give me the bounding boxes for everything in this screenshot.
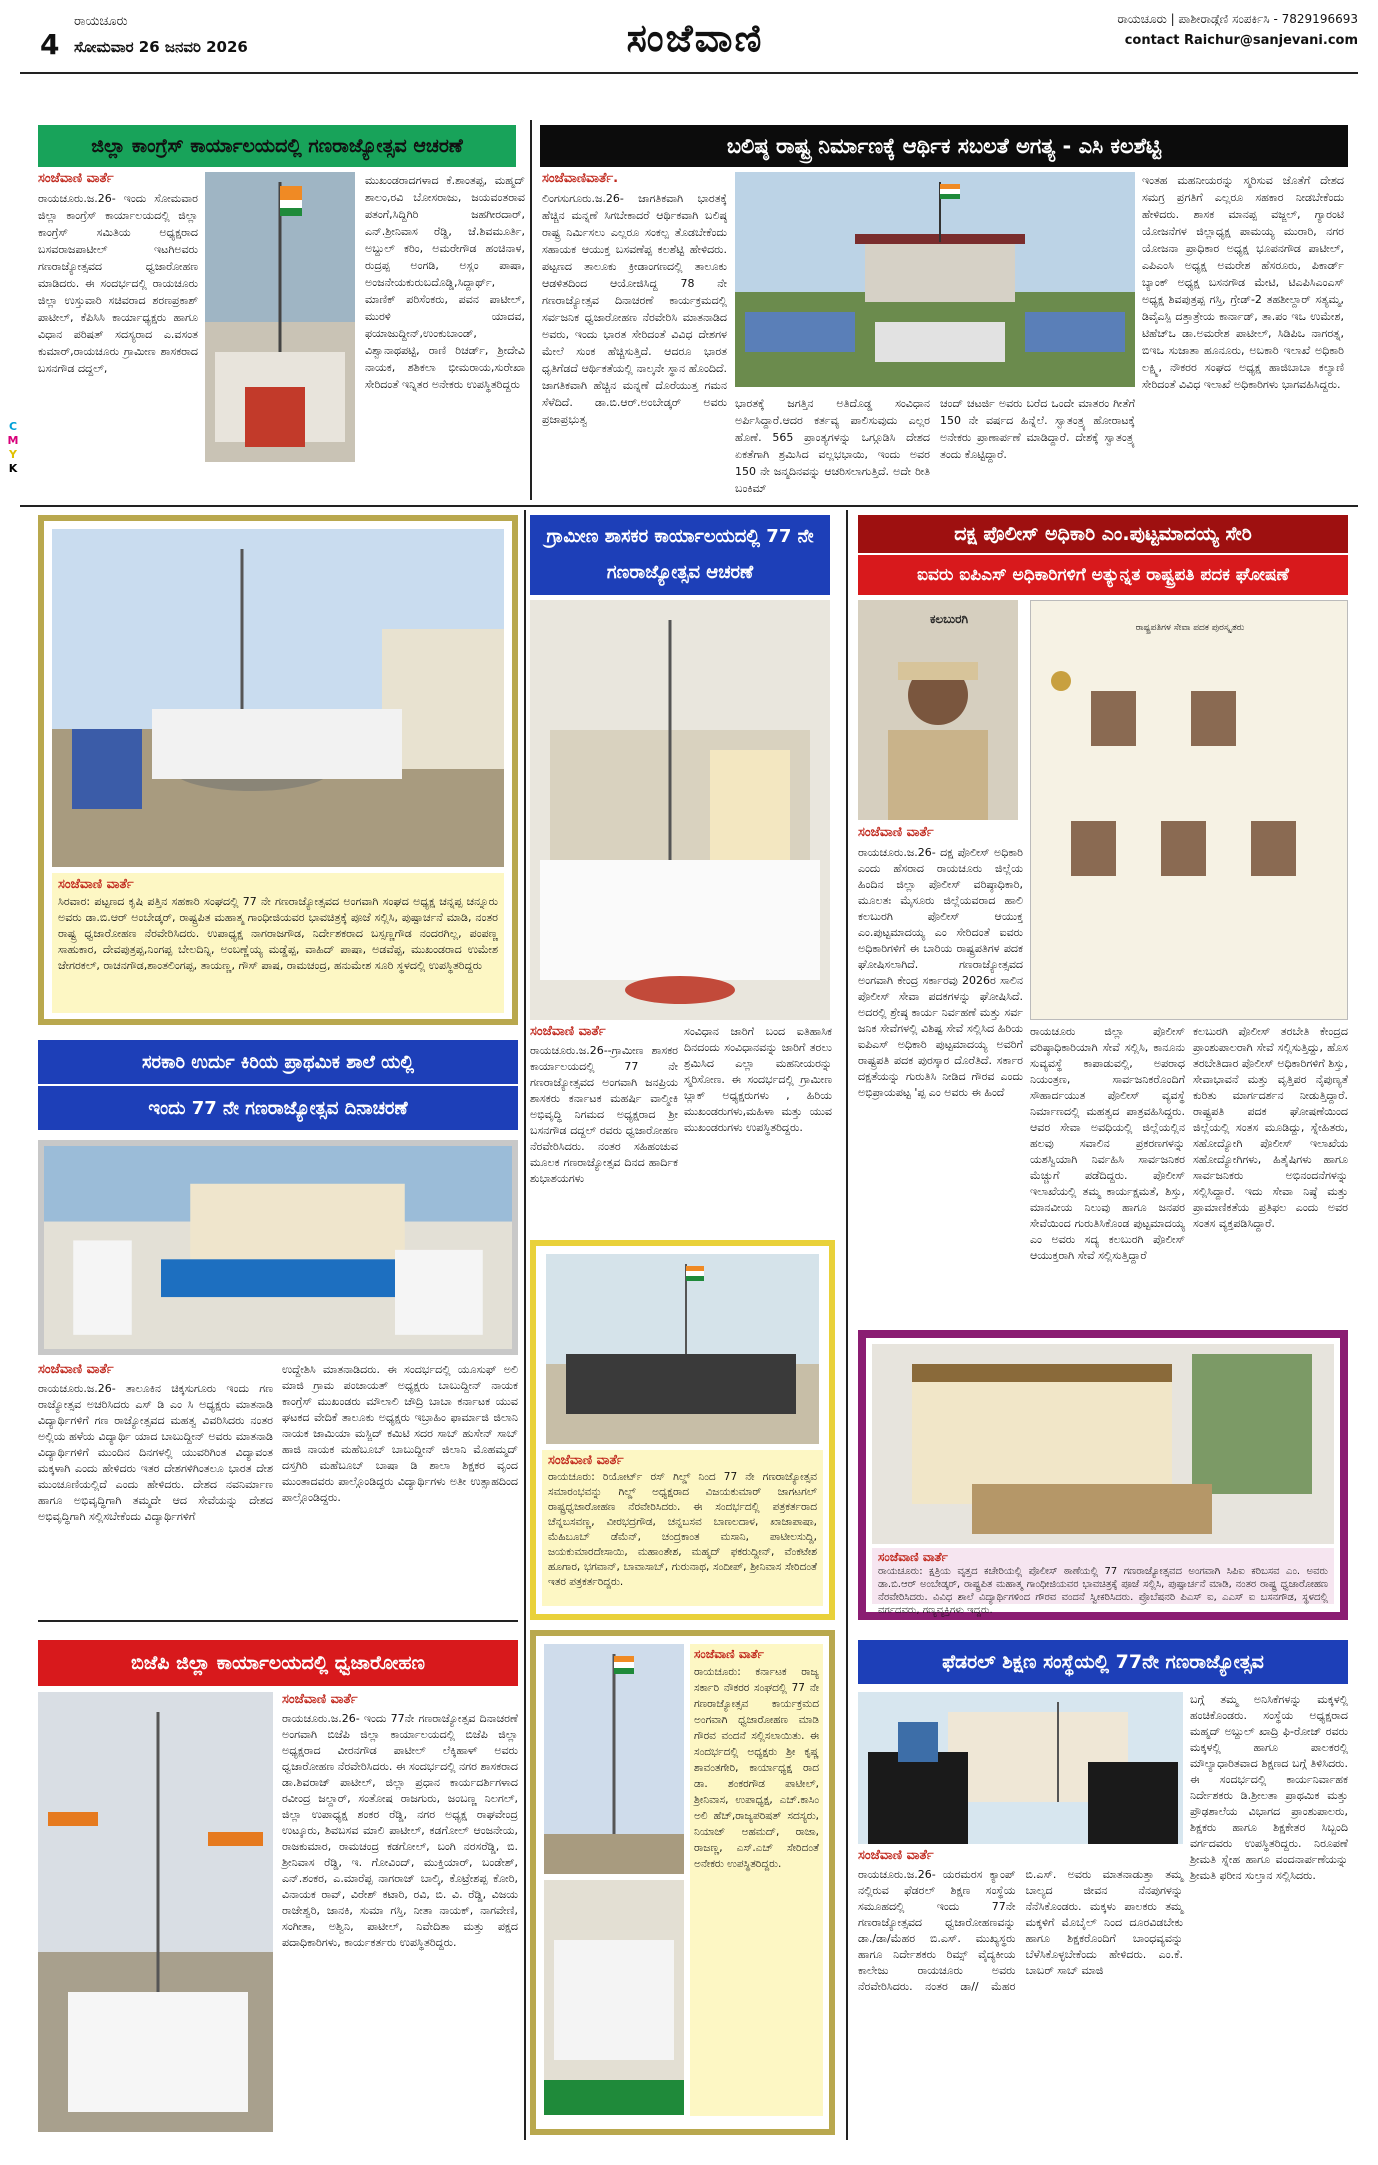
a5-body-col2: ರಾಯಚೂರು ಜಿಲ್ಲಾ ಪೊಲೀಸ್ ವರಿಷ್ಠಾಧಿಕಾರಿಯಾಗಿ ಸೇವೆ ಸಲ್ಲಿಸಿ, ಕಾನೂನು ಸುವ್ಯವಸ್ಥೆ ಕಾಪಾಡುವಲ್ಲಿ, ಅಪರಾಧ ನಿಯಂತ್ರಣ, ಸಾರ್ವಜನಿಕರೊಂದಿಗೆ ಸೌಹಾರ್ದಯುತ ಪೊಲೀಸ್ ವ್ಯವಸ್ಥೆ ನಿರ್ಮಾಣದಲ್ಲಿ ಮಹತ್ವದ ಪಾತ್ರವಹಿಸಿದ್ದರು. ಆವರ ಸೇವಾ ಅವಧಿಯಲ್ಲಿ ಜಿಲ್ಲೆಯಲ್ಲಿನ ಹಲವು ಸವಾಲಿನ ಪ್ರಕರಣಗಳನ್ನು ಯಶಸ್ವಿಯಾಗಿ ನಿರ್ವಹಿಸಿ ಸಾರ್ವಜನಿಕರ ಮೆಚ್ಚುಗೆ ಪಡೆದಿದ್ದರು. ಪೊಲೀಸ್ ಇಲಾಖೆಯಲ್ಲಿ ತಮ್ಮ ಕಾರ್ಯಕ್ಷಮತೆ, ಶಿಸ್ತು, ಮಾನವೀಯ ನಿಲುವು ಹಾಗೂ ಜನಪರ ಸೇವೆಯಿಂದ ಗುರುತಿಸಿಕೊಂಡ ಪುಟ್ಟಮಾದಯ್ಯ ಎಂ ಅವರು ಸದ್ಯ ಕಲಬುರಗಿ ಪೊಲೀಸ್ ಆಯುಕ್ತರಾಗಿ ಸೇವೆ ಸಲ್ಲಿಸುತ್ತಿದ್ದಾರೆ	[1030, 1025, 1185, 1262]
page-number: 4	[40, 28, 60, 61]
a4-photo	[530, 600, 830, 1020]
section-rule-1	[20, 505, 1358, 507]
a2-body-col4: ಇಂತಹ ಮಹನೀಯರನ್ನು ಸ್ಮರಿಸುವ ಜೊತೆಗೆ ದೇಶದ ಸಮಗ್ರ ಪ್ರಗತಿಗೆ ಎಲ್ಲರೂ ಸಹಕಾರ ನೀಡಬೇಕೆಂದು ಹೇಳಿದರು. ಶಾಸಕ ಮಾನಪ್ಪ ವಜ್ಜಲ್, ಗ್ಯಾರಂಟಿ ಯೋಜನೆಗಳ ಜಿಲ್ಲಾಧ್ಯಕ್ಷ ಪಾಮಯ್ಯ ಮುರಾರಿ, ನಗರ ಯೋಜನಾ ಪ್ರಾಧಿಕಾರ ಅಧ್ಯಕ್ಷ ಭೂಪನಗೌಡ ಪಾಟೀಲ್, ಎಪಿಎಂಸಿ ಅಧ್ಯಕ್ಷ ಅಮರೇಶ ಹೆಸರೂರು, ಪಿಕಾರ್ಡ್ ಬ್ಯಾಂಕ್ ಅಧ್ಯಕ್ಷ ಬಸನಗೌಡ ಮೇಟಿ, ಟಿಎಪಿಸಿಎಂಎಸ್ ಅಧ್ಯಕ್ಷ ಶಿವಪುತ್ರಪ್ಪ ಗಸ್ತಿ, ಗ್ರೇಡ್-2 ತಹಶೀಲ್ದಾರ್ ಸತ್ಯಮ್ಮ, ಡಿವೈಎಸ್ಪಿ ದತ್ತಾತ್ರೇಯ ಕಾರ್ನಾಡ್, ತಾ.ಪಂ ಇಒ ಉಮೇಶ, ಟಿಹೆಚ್ಒ ಡಾ.ಅಮರೇಶ ಪಾಟೀಲ್, ಸಿಡಿಪಿಒ ನಾಗರತ್ನ, ಬಿಇಒ ಸುಜಾತಾ ಹೂನೂರು, ಅಬಕಾರಿ ಇಲಾಖೆ ಅಧಿಕಾರಿ ಲಕ್ಷ್ಮಿ, ನೌಕರರ ಸಂಘದ ಅಧ್ಯಕ್ಷ ಹಾಜಿಬಾಬಾ ಕಲ್ಯಾಣಿ ಸೇರಿದಂತೆ ವಿವಿಧ ಇಲಾಖೆ ಅಧಿಕಾರಿಗಳು ಭಾಗವಹಿಸಿದ್ದರು.	[1142, 174, 1344, 391]
cmyk-m: M	[7, 434, 19, 447]
a1-body-left: ರಾಯಚೂರು.ಜ.26- ಇಂದು ಸೋಮವಾರ ಜಿಲ್ಲಾ ಕಾಂಗ್ರೆಸ್ ಕಾರ್ಯಾಲಯದಲ್ಲಿ ಜಿಲ್ಲಾ ಕಾಂಗ್ರೆಸ್ ಸಮಿತಿಯ ಅಧ್ಯಕ್ಷರಾದ ಬಸವರಾಜಪಾಟೀಲ್ ಇಟಗಿಅವರು ಗಣರಾಜ್ಯೋತ್ಸವದ ಧ್ವಜಾರೋಹಣ ಮಾಡಿದರು. ಈ ಸಂದರ್ಭದಲ್ಲಿ ರಾಯಚೂರು ಜಿಲ್ಲಾ ಉಸ್ತುವಾರಿ ಸಚಿವರಾದ ಶರಣಪ್ರಕಾಶ್ ಪಾಟೀಲ್, ಕೆಪಿಸಿಸಿ ಕಾರ್ಯಾಧ್ಯಕ್ಷರು ಹಾಗೂ ವಿಧಾನ ಪರಿಷತ್ ಸದಸ್ಯರಾದ ಎ.ವಸಂತ ಕುಮಾರ್,ರಾಯಚೂರು ಗ್ರಾಮೀಣ ಶಾಸಕರಾದ ಬಸನಗೌಡ ದದ್ದಲ್,	[38, 192, 198, 375]
a4-headline: ಗ್ರಾಮೀಣ ಶಾಸಕರ ಕಾರ್ಯಾಲಯದಲ್ಲಿ 77 ನೇ ಗಣರಾಜ್ಯೋತ್ಸವ ಆಚರಣೆ	[530, 515, 830, 595]
a10-photo-top	[544, 1644, 684, 1874]
a5-headline-1: ದಕ್ಷ ಪೊಲೀಸ್ ಅಧಿಕಾರಿ ಎಂ.ಪುಟ್ಟಮಾದಯ್ಯ ಸೇರಿ	[858, 515, 1348, 553]
a10-photo-bottom	[544, 1880, 684, 2115]
a2-photo	[735, 172, 1135, 387]
a5-headline-2: ಐವರು ಐಪಿಎಸ್ ಅಧಿಕಾರಿಗಳಿಗೆ ಅತ್ಯುನ್ನತ ರಾಷ್ಟ್ರಪತಿ ಪದಕ ಘೋಷಣೆ	[858, 555, 1348, 595]
a6-byline: ಸಂಜೆವಾಣಿ ವಾರ್ತೆ	[38, 1362, 114, 1377]
a9-headline: ಬಿಜೆಪಿ ಜಿಲ್ಲಾ ಕಾರ್ಯಾಲಯದಲ್ಲಿ ಧ್ವಜಾರೋಹಣ	[38, 1640, 518, 1686]
a10-textbox	[690, 1644, 823, 2116]
a5-photo-caption: ಕಲಬುರಗಿ	[930, 612, 969, 626]
a2-headline: ಬಲಿಷ್ಠ ರಾಷ್ಟ್ರ ನಿರ್ಮಾಣಕ್ಕೆ ಆರ್ಥಿಕ ಸಬಲತೆ ಅಗತ್ಯ - ಎಸಿ ಕಲಶೆಟ್ಟಿ	[540, 125, 1348, 167]
a1-body-right: ಮುಖಂಡರಾದಗಳಾದ ಕೆ.ಶಾಂತಪ್ಪ, ಮಹ್ಮದ್ ಶಾಲಂ,ರವಿ ಬೋಸರಾಜು, ಜಯವಂತರಾವ ಪತಂಗೆ,ಸಿದ್ದಿಗಿರಿ ಜಹಗೀರದಾರ್, ಎನ್.ಶ್ರೀನಿವಾಸ ರೆಡ್ಡಿ, ಜೆ.ಶಿವಮೂರ್ತಿ, ಅಬ್ದುಲ್ ಕರಿಂ, ಅಮರೇಗೌಡ ಹಂಚಿನಾಳ, ರುದ್ರಪ್ಪ ಅಂಗಡಿ, ಅಸ್ಲಂ ಪಾಷಾ, ಅಂಜನೇಯಕುರುಬದೊಡ್ಡಿ,ಸಿದ್ದಾರ್ಥ್, ಮಾಣಿಕ್ ಪರಿಸೆಂಕರು, ಪವನ ಪಾಟೀಲ್, ಮುರಳಿ ಯಾದವ, ಫಯಾಜುದ್ದೀನ್,ಉಂಕುಬಾಂಡ್, ವಿಶ್ವಾನಾಥಪಟ್ಟಿ, ರಾಣಿ ರಿಚರ್ಡ್, ಶ್ರೀದೇವಿ ನಾಯಕ, ಶಶಿಕಲಾ ಭೀಮರಾಯ,ಸುರೇಖಾ ಸೇರಿದಂತೆ ಇನ್ನಿತರ ಅನೇಕರು ಉಪಸ್ಥಿತರಿದ್ದರು	[365, 174, 525, 391]
a11-byline: ಸಂಜೆವಾಣಿ ವಾರ್ತೆ	[858, 1848, 934, 1863]
a3-byline: ಸಂಜೆವಾಣಿ ವಾರ್ತೆ	[58, 877, 134, 892]
section-rule-2	[38, 1620, 518, 1622]
a6-body-right: ಉದ್ದೇಶಿಸಿ ಮಾತನಾಡಿದರು. ಈ ಸಂದರ್ಭದಲ್ಲಿ ಯೂಸುಫ್ ಅಲಿ ಮಾಜಿ ಗ್ರಾಮ ಪಂಚಾಯತ್ ಅಧ್ಯಕ್ಷರು ಬಾಬುದ್ದೀನ್ ನಾಯಕ ಕಾಂಗ್ರೆಸ್ ಮುಖಂಡರು ಮೌಲಾಲಿ ಚೌದ್ರಿ ಬಾಬಾ ಕರ್ನಾಟಕ ಯುವ ಘಟಕದ ವೇದಿಕೆ ತಾಲೂಕು ಅಧ್ಯಕ್ಷರು ಇಬ್ರಾಹಿಂ ಫಾರ್ಮಾಜಿ ಜಿಲಾನಿ ನಾಯಕ ಜಾಮಿಯಾ ಮಸ್ಜಿದ್ ಕಮಿಟಿ ಸದರ ಸಾಬ್ ಹುಸೇನ್ ಸಾಬ್ ಹಾಜಿ ನಾಯಕ ಮಹೆಬೂಬ್ ಬಾಬುದ್ದೀನ್ ಜಿಲಾನಿ ಮೊಹಮ್ಮದ್ ದಸ್ತಗಿರಿ ಮಹೆಬೂಬ್ ಬಾಷಾ ಡಿ ಶಾಲಾ ಶಿಕ್ಷಕರ ವೃಂದ ಮುಂತಾದವರು ಪಾಲ್ಗೊಂಡಿದ್ದರು ವಿದ್ಯಾರ್ಥಿಗಳು ಅತೀ ಉತ್ಸಾಹದಿಂದ ಪಾಲ್ಗೊಂಡಿದ್ದರು.	[282, 1363, 518, 1504]
a3-frame	[38, 515, 518, 1025]
a7-photo	[546, 1254, 819, 1444]
contact-email: contact Raichur@sanjevani.com	[1124, 33, 1358, 48]
cmyk-c: C	[8, 420, 18, 433]
a3-body: ಸಿರವಾರ: ಪಟ್ಟಣದ ಕೃಷಿ ಪತ್ತಿನ ಸಹಕಾರಿ ಸಂಘದಲ್ಲಿ 77 ನೇ ಗಣರಾಜ್ಯೋತ್ಸವದ ಅಂಗವಾಗಿ ಸಂಘದ ಅಧ್ಯಕ್ಷ ಚನ್ನಪ್ಪ ಚನ್ನೂರು ಅವರು ಡಾ.ಬಿ.ಆರ್ ಅಂಬೇಡ್ಕರ್, ರಾಷ್ಟ್ರಪಿತ ಮಹಾತ್ಮ ಗಾಂಧೀಜಿಯವರ ಭಾವಚಿತ್ರಕ್ಕೆ ಪೂಜೆ ಸಲ್ಲಿಸಿ, ಪುಷ್ಪಾರ್ಚನೆ ಮಾಡಿ, ನಂತರ ರಾಷ್ಟ್ರ ಧ್ವಜಾರೋಹಣ ನೆರವೇರಿಸಿದರು. ಉಪಾಧ್ಯಕ್ಷ ನಾಗರಾಜಗೌಡ, ನಿರ್ದೇಶಕರಾದ ಬಸ್ಸಣ್ಣಗೌಡ ನಂದರಗಿಲ್ಲ, ಪಂಪಣ್ಣ ಸಾಹುಕಾರ, ದೇವಪುತ್ರಪ್ಪ,ನಿಂಗಪ್ಪ ಬೇಲದಿನ್ನಿ, ಅಂಬಣ್ಣೆಯ್ಯ ಮಡ್ಡೆಪ್ಪ, ವಾಹಿದ್ ಪಾಷಾ, ಅಡವೆಪ್ಪ, ಮುಖಂಡರಾದ ಉಮೇಶ ಜೇಗರಕಲ್, ರಾಚನಗೌಡ,ಶಾಂತಲಿಂಗಪ್ಪ, ತಾಯಣ್ಣ, ಗೌಸ್ ಪಾಷ, ರಾಮಚಂದ್ರ, ಹನುಮೇಶ ಸೂರಿ ಸ್ಥಳದಲ್ಲಿ ಉಪಸ್ಥಿತರಿದ್ದರು	[58, 895, 498, 972]
masthead-title: ಸಂಜೆವಾಣಿ	[626, 15, 764, 60]
header-city: ರಾಯಚೂರು	[74, 14, 128, 29]
a6-headline-2: ಇಂದು 77 ನೇ ಗಣರಾಜ್ಯೋತ್ಸವ ದಿನಾಚರಣೆ	[38, 1086, 518, 1130]
a5-medal-board	[1030, 600, 1348, 1020]
a5-officer-photo	[858, 600, 1018, 820]
a5-body-col1: ರಾಯಚೂರು.ಜ.26- ದಕ್ಷ ಪೊಲೀಸ್ ಅಧಿಕಾರಿ ಎಂದು ಹೆಸರಾದ ರಾಯಚೂರು ಜಿಲ್ಲೆಯ ಹಿಂದಿನ ಜಿಲ್ಲಾ ಪೊಲೀಸ್ ವರಿಷ್ಠಾಧಿಕಾರಿ, ಮೂಲತಃ ಮೈಸೂರು ಜಿಲ್ಲೆಯವರಾದ ಹಾಲಿ ಕಲಬುರಗಿ ಪೊಲೀಸ್ ಆಯುಕ್ತ ಎಂ.ಪುಟ್ಟಮಾದಯ್ಯ ಎಂ ಸೇರಿದಂತೆ ಐವರು ಅಧಿಕಾರಿಗಳಿಗೆ ಈ ಬಾರಿಯ ರಾಷ್ಟ್ರಪತಿಗಳ ಪದಕ ಘೋಷಿಸಲಾಗಿದೆ. ಗಣರಾಜ್ಯೋತ್ಸವದ ಅಂಗವಾಗಿ ಕೇಂದ್ರ ಸರ್ಕಾರವು 2026ರ ಸಾಲಿನ ಪೊಲೀಸ್ ಸೇವಾ ಪದಕಗಳನ್ನು ಘೋಷಿಸಿದೆ. ಅದರಲ್ಲಿ ಶ್ರೇಷ್ಠ ಕಾರ್ಯ ನಿರ್ವಹಣೆ ಮತ್ತು ಸರ್ವ ಜನಿಕ ಸೇವೆಗಳಲ್ಲಿ ವಿಶಿಷ್ಟ ಸೇವೆ ಸಲ್ಲಿಸಿದ ಹಿರಿಯ ಐಪಿಎಸ್ ಅಧಿಕಾರಿ ಪುಟ್ಟಮಾದಯ್ಯ ಅವರಿಗೆ ರಾಷ್ಟ್ರಪತಿ ಪದಕ ಪುರಸ್ಕಾರ ದೊರೆತಿದೆ. ಸರ್ಕಾರ ದಕ್ಷತೆಯನ್ನು ಗುರುತಿಸಿ ನೀಡಿದ ಗೌರವ ಎಂದು ಅಭಿಪ್ರಾಯಪಟ್ಟ 'ಪ್ಪ ಎಂ ಅವರು ಈ ಹಿಂದೆ	[858, 846, 1023, 1099]
a8-byline: ಸಂಜೆವಾಣಿ ವಾರ್ತೆ	[878, 1550, 948, 1564]
masthead	[560, 8, 830, 68]
cmyk-marks	[6, 420, 20, 476]
a10-body: ರಾಯಚೂರು: ಕರ್ನಾಟಕ ರಾಜ್ಯ ಸರ್ಕಾರಿ ನೌಕರರ ಸಂಘದಲ್ಲಿ 77 ನೇ ಗಣರಾಜ್ಯೋತ್ಸವ ಕಾರ್ಯಕ್ರಮದ ಅಂಗವಾಗಿ ಧ್ವಜಾರೋಹಣ ಮಾಡಿ ಗೌರವ ವಂದನೆ ಸಲ್ಲಿಸಲಾಯಿತು. ಈ ಸಂದರ್ಭದಲ್ಲಿ ಅಧ್ಯಕ್ಷರು ಶ್ರೀ ಕೃಷ್ಣ ಶಾವಂತಗೇರಿ, ಕಾರ್ಯಾಧ್ಯಕ್ಷ ರಾದ ಡಾ. ಶಂಕರಗೌಡ ಪಾಟೀಲ್, ಶ್ರೀನಿವಾಸ, ಉಪಾಧ್ಯಕ್ಷ, ಎಚ್.ಕಾಸಿಂ ಅಲಿ ಹೆಚ್,ರಾಜ್ಯಪರಿಷತ್ ಸದಸ್ಯರು, ನಿಯಾಜ್ ಅಹಮದ್, ರಾಜಾ, ರಾಜಣ್ಣ, ಎಸ್.ಎಚ್ ಸೇರಿದಂತೆ ಅನೇಕರು ಉಪಸ್ಥಿತರಿದ್ದರು.	[694, 1666, 819, 1870]
header-rule	[20, 72, 1358, 74]
a4-byline: ಸಂಜೆವಾಣಿ ವಾರ್ತೆ	[530, 1024, 606, 1039]
a7-textbox	[542, 1450, 823, 1606]
a8-frame	[858, 1330, 1348, 1620]
office-line: ರಾಯಚೂರು | ಪಾಶೀರಾಡ್ಗೆಣಿ ಸಂಪರ್ಕಿಸಿ - 7829196693	[1117, 12, 1358, 26]
a4-body-left: ರಾಯಚೂರು.ಜ.26--ಗ್ರಾಮೀಣ ಶಾಸಕರ ಕಾರ್ಯಾಲಯದಲ್ಲಿ 77 ನೇ ಗಣರಾಜ್ಯೋತ್ಸವದ ಅಂಗವಾಗಿ ಜನಪ್ರಿಯ ಶಾಸಕರು ಕರ್ನಾಟಕ ಮಹರ್ಷಿ ವಾಲ್ಮೀಕಿ ಅಭಿವೃದ್ಧಿ ನಿಗಮದ ಅಧ್ಯಕ್ಷರಾದ ಶ್ರೀ ಬಸನಗೌಡ ದದ್ದಲ್ ರವರು ಧ್ವಜಾರೋಹಣ ನೆರವೇರಿಸಿದರು. ನಂತರ ಸಹಿಹಂಚುವ ಮೂಲಕ ಗಣರಾಜ್ಯೋತ್ಸವ ದಿನದ ಹಾರ್ದಿಕ ಶುಭಾಶಯಗಳು	[530, 1044, 678, 1185]
a7-byline: ಸಂಜೆವಾಣಿ ವಾರ್ತೆ	[548, 1453, 624, 1468]
a8-photo	[872, 1344, 1334, 1544]
a9-byline: ಸಂಜೆವಾಣಿ ವಾರ್ತೆ	[282, 1692, 358, 1707]
a3-textbox	[52, 873, 504, 1013]
header-right	[998, 8, 1358, 68]
a4-body-right: ಸಂವಿಧಾನ ಜಾರಿಗೆ ಬಂದ ಐತಿಹಾಸಿಕ ದಿನದಂದು ಸಂವಿಧಾನವನ್ನು ಜಾರಿಗೆ ತರಲು ಶ್ರಮಿಸಿದ ಎಲ್ಲಾ ಮಹನೀಯರನ್ನು ಸ್ಮರಿಸೋಣ. ಈ ಸಂದರ್ಭದಲ್ಲಿ ಗ್ರಾಮೀಣ ಬ್ಲಾಕ್ ಅಧ್ಯಕ್ಷರುಗಳು , ಹಿರಿಯ ಮುಖಂಡರುಗಳು,ಮಹಿಳಾ ಮತ್ತು ಯುವ ಮುಖಂಡರುಗಳು ಉಪಸ್ಥಿತರಿದ್ದರು.	[684, 1025, 832, 1134]
a11-photo	[858, 1692, 1183, 1844]
col-rule-1	[530, 120, 532, 500]
a8-body: ರಾಯಚೂರು: ಕ್ಷತ್ರಿಯ ವೃತ್ತದ ಕಚೇರಿಯಲ್ಲಿ ಪೊಲೀಸ್ ಠಾಣೆಯಲ್ಲಿ 77 ಗಣರಾಜ್ಯೋತ್ಸವದ ಅಂಗವಾಗಿ ಸಿಪಿಐ ಕರಿಬಸವ ಎಂ. ಅವರು ಡಾ.ಬಿ.ಆರ್ ಅಂಬೇಡ್ಕರ್, ರಾಷ್ಟ್ರಪಿತ ಮಹಾತ್ಮ ಗಾಂಧೀಜಿಯವರ ಭಾವಚಿತ್ರಕ್ಕೆ ಪೂಜೆ ಸಲ್ಲಿಸಿ, ಪುಷ್ಪಾರ್ಚನೆ ಮಾಡಿ, ನಂತರ ರಾಷ್ಟ್ರ ಧ್ವಜಾರೋಹಣ ನೆರವೇರಿಸಿದರು. ವಿವಿಧ ಶಾಲೆ ವಿದ್ಯಾರ್ಥಿಗಳಿಂದ ಗೌರವ ವಂದನೆ ಸ್ವೀಕರಿಸಿದರು. ಪ್ರೊಬೆಷನರಿ ಪಿಎಸ್ ಐ, ಎಎಸ್ ಐ ಬಸನಗೌಡ, ಸ್ಥಳದಲ್ಲಿ ವರ್ಗದವರು, ಗಣ್ಯವ್ಯಕ್ತಿಗಳು ಇದ್ದರು.	[878, 1566, 1328, 1616]
a11-body-left: ರಾಯಚೂರು.ಜ.26- ಯರಮರಸ ಕ್ಯಾಂಪ್ ನಲ್ಲಿರುವ ಫೆಡರಲ್ ಶಿಕ್ಷಣ ಸಂಸ್ಥೆಯ ಸಮೂಹದಲ್ಲಿ ಇಂದು 77ನೇ ಗಣರಾಜ್ಯೋತ್ಸವದ ಧ್ವಜಾರೋಹಣವನ್ನು ಡಾ./ಡಾ/ಮೆಹರ ಬಿ.ಎಸ್. ಮುಖ್ಯಸ್ಥರು ಹಾಗೂ ನಿರ್ದೇಶಕರು ರಿಮ್ಸ್ ವೈದ್ಯಕೀಯ ಕಾಲೇಜು ರಾಯಚೂರು ಅವರು ನೆರವೇರಿಸಿದರು. ನಂತರ ಡಾ// ಮೆಹರ ಬಿ.ಎಸ್. ಅವರು ಮಾತನಾಡುತ್ತಾ ತಮ್ಮ ಬಾಲ್ಯದ ಜೀವನ ನೆನಪುಗಳನ್ನು ನೆನೆಸಿಕೊಂಡರು. ಮಕ್ಕಳು ಪಾಲಕರು ತಮ್ಮ ಮಕ್ಕಳಿಗೆ ಮೊಬೈಲ್ ನಿಂದ ದೂರವಿಡಬೇಕು ಹಾಗೂ ಶಿಕ್ಷಕರೊಂದಿಗೆ ಬಾಂಧವ್ಯವನ್ನು ಬೆಳೆಸಿಕೊಳ್ಳಬೇಕೆಂದು ಹೇಳಿದರು. ಎಂ.ಕೆ. ಬಾಬರ್ ಸಾಬ್ ಮಾಜಿ	[858, 1868, 1183, 1993]
a9-photo	[38, 1692, 273, 2132]
a2-body-col3: ಚಂದ್ ಚಟರ್ಜಿ ಅವರು ಬರೆದ ಒಂದೇ ಮಾತರಂ ಗೀತೆಗೆ 150 ನೇ ವರ್ಷದ ಹಿನ್ನೆಲೆ. ಸ್ವಾತಂತ್ರ್ಯ ಹೋರಾಟಕ್ಕೆ ಅನೇಕರು ಪ್ರಾಣಾರ್ಪಣೆ ಮಾಡಿದ್ದಾರೆ. ದೇಶಕ್ಕೆ ಸ್ವಾತಂತ್ರ್ಯ ತಂದು ಕೊಟ್ಟಿದ್ದಾರೆ.	[940, 397, 1135, 461]
a9-body: ರಾಯಚೂರು.ಜ.26- ಇಂದು 77ನೇ ಗಣರಾಜ್ಯೋತ್ಸವ ದಿನಾಚರಣೆ ಅಂಗವಾಗಿ ಬಿಜೆಪಿ ಜಿಲ್ಲಾ ಕಾರ್ಯಾಲಯದಲ್ಲಿ ಬಿಜೆಪಿ ಜಿಲ್ಲಾ ಅಧ್ಯಕ್ಷರಾದ ವೀರನಗೌಡ ಪಾಟೀಲ್ ಲೆಕ್ಕಿಹಾಳ್ ಅವರು ಧ್ವಜಾರೋಹಣ ನೆರವೇರಿಸಿದರು. ಈ ಸಂದರ್ಭದಲ್ಲಿ ನಗರ ಶಾಸಕರಾದ ಡಾ.ಶಿವರಾಜ್ ಪಾಟೀಲ್, ಜಿಲ್ಲಾ ಪ್ರಧಾನ ಕಾರ್ಯದರ್ಶಿಗಳಾದ ರವೀಂದ್ರ ಜಲ್ದಾರ್, ಸಂತೋಷ ರಾಜಗುರು, ಜಂಬಣ್ಣ ನಿಲಗಲ್, ಜಿಲ್ಲಾ ಉಪಾಧ್ಯಕ್ಷ ಶಂಕರ ರೆಡ್ಡಿ, ನಗರ ಅಧ್ಯಕ್ಷ ರಾಘವೇಂದ್ರ ಉಟ್ಕೂರು, ಶಿವಬಸವ ಮಾಲಿ ಪಾಟೀಲ್, ಕಡಗೋಲ್ ಆಂಜನೇಯ, ರಾಜಕುಮಾರ, ರಾಮಚಂದ್ರ ಕಡಗೋಲ್, ಬಂಗಿ ನರಸರೆಡ್ಡಿ, ಬಿ. ಶ್ರೀನಿವಾಸ ರೆಡ್ಡಿ, ಇ. ಗೋವಿಂದ್, ಮುಕ್ತಿಯಾರ್, ಬಂಡೇಶ್, ಎನ್.ಶಂಕರ, ಎ.ಮಾರೆಪ್ಪ ನಾಗರಾಜ್ ಬಾಲ್ಕಿ, ಕೊಟ್ರೇಶಪ್ಪ ಕೋರಿ, ವಿನಾಯಕ ರಾವ್, ವಿರೇಶ್ ಕಟಾರಿ, ರವಿ, ಬಿ. ವಿ. ರೆಡ್ಡಿ, ವಿಜಯ ರಾಜೇಶ್ವರಿ, ಜಾನಕಿ, ಸುಮಾ ಗಸ್ತಿ, ನೀತಾ ನಾಯಕ್, ನಾಗವೇಣಿ, ಸಂಗೀತಾ, ಅಶ್ವಿನಿ, ಪಾಟೀಲ್, ನಿವೇದಿತಾ ಮತ್ತು ಪಕ್ಷದ ಪದಾಧಿಕಾರಿಗಳು, ಕಾರ್ಯಕರ್ತರು ಉಪಸ್ಥಿತರಿದ್ದರು.	[282, 1712, 518, 1949]
a7-frame	[530, 1240, 835, 1620]
a1-photo	[205, 172, 355, 462]
cmyk-y: Y	[9, 448, 17, 461]
a1-byline: ಸಂಜೆವಾಣಿ ವಾರ್ತೆ	[38, 171, 114, 186]
a1-headline: ಜಿಲ್ಲಾ ಕಾಂಗ್ರೆಸ್ ಕಾರ್ಯಾಲಯದಲ್ಲಿ ಗಣರಾಜ್ಯೋತ್ಸವ ಆಚರಣೆ	[38, 125, 516, 167]
cmyk-k: K	[8, 462, 18, 475]
a5-board-portraits	[1031, 641, 1349, 1001]
a6-body-left: ರಾಯಚೂರು.ಜ.26- ತಾಲೂಕಿನ ಚಿಕ್ಕಸುಗೂರು ಇಂದು ಗಣ ರಾಜ್ಯೋತ್ಸವ ಅಚರಿಸಿದರು ಎಸ್ ಡಿ ಎಂ ಸಿ ಅಧ್ಯಕ್ಷರು ಮಾತನಾಡಿ ವಿದ್ಯಾರ್ಥಿಗಳಿಗೆ ಗಣ ರಾಜ್ಯೋತ್ಸವದ ಮಹತ್ವ ವಿವರಿಸಿದರು ನಂತರ ಅಲ್ಲಿಯ ಹಳೆಯ ವಿದ್ಯಾರ್ಥಿ ಯಾದ ಬಾಬುದ್ದೀನ್ ಅವರು ಮಾತನಾಡಿ ವಿದ್ಯಾರ್ಥಿಗಳಿಗೆ ಮುಂದಿನ ದಿನಗಳಲ್ಲಿ ಯುವರಿಗಿಂತ ವಿದ್ಯಾವಂತ ಮಕ್ಕಳಾಗಿ ಎಂದು ಹೇಳಿದರು ಇತರ ದೇಶಗಳಿಗಿಂತಲೂ ಭಾರತ ದೇಶ ಮುಂಚೂಣಿಯಲ್ಲಿದೆ ಎಂದು ಹೇಳಿದರು. ದೇಶದ ನವನಿರ್ಮಾಣ ಹಾಗೂ ಅಭಿವೃದ್ಧಿಗಾಗಿ ತಮ್ಮದೇ ಆದ ಸೇವೆಯನ್ನು ದೇಶದ ಅಭಿವೃದ್ಧಿಗಾಗಿ ಸಲ್ಲಿಸಬೇಕೆಂದು ವಿದ್ಯಾರ್ಥಿಗಳಿಗೆ	[38, 1382, 273, 1523]
col-rule-2	[524, 510, 526, 2140]
a11-headline: ಫೆಡರಲ್ ಶಿಕ್ಷಣ ಸಂಸ್ಥೆಯಲ್ಲಿ 77ನೇ ಗಣರಾಜ್ಯೋತ್ಸವ	[858, 1640, 1348, 1684]
a11-body-right: ಬಗ್ಗೆ ತಮ್ಮ ಅನಿಸಿಕೆಗಳನ್ನು ಮಕ್ಕಳಲ್ಲಿ ಹಂಚಿಕೊಂಡರು. ಸಂಸ್ಥೆಯ ಅಧ್ಯಕ್ಷರಾದ ಮಹ್ಮದ್ ಅಬ್ದುಲ್ ಖಾದ್ರಿ ಫಿ-ರೋಜ್ ರವರು ಮಕ್ಕಳಲ್ಲಿ ಹಾಗೂ ಪಾಲಕರಲ್ಲಿ ಮೌಲ್ಯಾಧಾರಿತವಾದ ಶಿಕ್ಷಣದ ಬಗ್ಗೆ ತಿಳಿಸಿದರು. ಈ ಸಂದರ್ಭದಲ್ಲಿ ಕಾರ್ಯನಿರ್ವಾಹಕ ನಿರ್ದೇಶಕರು ಡಿ.ಶ್ರೀಲತಾ ಪ್ರಾಥಮಿಕ ಮತ್ತು ಪ್ರೌಢಶಾಲೆಯ ವಿಭಾಗದ ಪ್ರಾಂಶುಪಾಲರು, ಶಿಕ್ಷಕರು ಹಾಗೂ ಶಿಕ್ಷಕೇತರ ಸಿಬ್ಬಂದಿ ವರ್ಗದವರು ಉಪಸ್ಥಿತರಿದ್ದರು. ನಿರೂಪಣೆ ಶ್ರೀಮತಿ ಸ್ನೇಹ ಹಾಗೂ ವಂದನಾರ್ಪಣೆಯನ್ನು ಶ್ರೀಮತಿ ಫರೀನ ಸುಲ್ತಾನ ಸಲ್ಲಿಸಿದರು.	[1190, 1693, 1348, 1882]
a10-frame	[530, 1630, 835, 2135]
a6-photo	[38, 1140, 518, 1355]
a2-body-col2: ಭಾರತಕ್ಕೆ ಜಗತ್ತಿನ ಅತಿದೊಡ್ಡ ಸಂವಿಧಾನ ಅರ್ಪಿಸಿದ್ದಾರೆ.ಆದರ ಕರ್ತವ್ಯ ಪಾಲಿಸುವುದು ಎಲ್ಲರ ಹೊಣೆ. 565 ಪ್ರಾಂತ್ಯಗಳನ್ನು ಒಗ್ಗೂಡಿಸಿ ದೇಶದ ಏಕತೆಗಾಗಿ ಶ್ರಮಿಸಿದ ವಲ್ಲಭಭಾಯಿ, ಇಂದು ಅವರ 150 ನೇ ಜನ್ಮದಿನವನ್ನು ಆಚರಿಸಲಾಗುತ್ತಿದೆ. ಅದೇ ರೀತಿ ಬಂಕಿಮ್	[735, 397, 930, 495]
a10-byline: ಸಂಜೆವಾಣಿ ವಾರ್ತೆ	[694, 1647, 764, 1661]
a8-textbox	[872, 1548, 1334, 1616]
a3-photo	[52, 529, 504, 867]
a2-body-col1: ಲಿಂಗಸುಗೂರು.ಜ.26- ಜಾಗತಿಕವಾಗಿ ಭಾರತಕ್ಕೆ ಹೆಚ್ಚಿನ ಮನ್ನಣೆ ಸಿಗಬೇಕಾದರೆ ಆರ್ಥಿಕವಾಗಿ ಬಲಿಷ್ಠ ರಾಷ್ಟ್ರ ನಿರ್ಮಿಸಲು ಎಲ್ಲರೂ ಸಂಕಲ್ಪ ತೊಡಬೇಕೆಂದು ಸಹಾಯಕ ಆಯುಕ್ತ ಬಸವಣೆಪ್ಪ ಕಲಶೆಟ್ಟಿ ಹೇಳಿದರು. ಪಟ್ಟಣದ ತಾಲೂಕು ಕ್ರೀಡಾಂಗಣದಲ್ಲಿ ತಾಲೂಕು ಆಡಳಿತದಿಂದ ಆಯೋಜಿಸಿದ್ದ 78 ನೇ ಗಣರಾಜ್ಯೋತ್ಸವ ದಿನಾಚರಣೆ ಕಾರ್ಯಕ್ರಮದಲ್ಲಿ ಸರ್ವಜನಿಕ ಧ್ವಜಾರೋಹಣ ನೆರವೇರಿಸಿ ಮಾತನಾಡಿದ ಅವರು, ಇಂದು ಭಾರತ ಸೇರಿದಂತೆ ವಿವಿಧ ದೇಶಗಳ ಮೇಲೆ ಸುಂಕ ಹೆಚ್ಚಿಸುತ್ತಿದೆ. ಆದರೂ ಭಾರತ ಧೃತಿಗೆಡದೆ ಆರ್ಥಿಕತೆಯಲ್ಲಿ ನಾಲ್ಕನೇ ಸ್ಥಾನ ಹೊಂದಿದೆ. ಜಾಗತಿಕವಾಗಿ ಹೆಚ್ಚಿನ ಮನ್ನಣೆ ದೊರೆಯುತ್ತ ಗಮನ ಸೆಳೆದಿದೆ. ಡಾ.ಬಿ.ಆರ್.ಅಂಬೇಡ್ಕರ್ ಅವರು ಪ್ರಜಾಪ್ರಭುತ್ವ	[542, 192, 727, 426]
a6-headline-1: ಸರಕಾರಿ ಉರ್ದು ಕಿರಿಯ ಪ್ರಾಥಮಿಕ ಶಾಲೆ ಯಲ್ಲಿ	[38, 1040, 518, 1084]
col-rule-3	[846, 510, 848, 2140]
a5-body-col3: ಕಲಬುರಗಿ ಪೊಲೀಸ್ ತರಬೇತಿ ಕೇಂದ್ರದ ಪ್ರಾಂಶುಪಾಲರಾಗಿ ಸೇವೆ ಸಲ್ಲಿಸುತ್ತಿದ್ದು, ಹೊಸ ತರಬೇತಿದಾರ ಪೊಲೀಸ್ ಅಧಿಕಾರಿಗಳಿಗೆ ಶಿಸ್ತು, ಸೇವಾಭಾವನೆ ಮತ್ತು ವೃತ್ತಿಪರ ನೈಪುಣ್ಯತೆ ಕುರಿತು ಮಾರ್ಗದರ್ಶನ ನೀಡುತ್ತಿದ್ದಾರೆ. ರಾಷ್ಟ್ರಪತಿ ಪದಕ ಘೋಷಣೆಯಿಂದ ಜಿಲ್ಲೆಯಲ್ಲಿ ಸಂತಸ ಮೂಡಿದ್ದು, ಸ್ನೇಹಿತರು, ಸಹೋದ್ಯೋಗಿ ಪೊಲೀಸ್ ಇಲಾಖೆಯ ಸಹೋದ್ಯೋಗಿಗಳು, ಹಿತೈಷಿಗಳು ಹಾಗೂ ಸಾರ್ವಜನಿಕರು ಅಭಿನಂದನೆಗಳನ್ನು ಸಲ್ಲಿಸಿದ್ದಾರೆ. ಇದು ಸೇವಾ ನಿಷ್ಠೆ ಮತ್ತು ಪ್ರಾಮಾಣಿಕತೆಯ ಪ್ರತಿಫಲ ಎಂದು ಅವರ ಸಂತಸ ವ್ಯಕ್ತಪಡಿಸಿದ್ದಾರೆ.	[1193, 1025, 1348, 1230]
a5-board-title: ರಾಷ್ಟ್ರಪತಿಗಳ ಸೇವಾ ಪದಕ ಪುರಸ್ಕೃತರು	[1135, 623, 1245, 633]
a7-body: ರಾಯಚೂರು: ರಿಯೋರ್ಟ್ ರಸ್ ಗಿಲ್ಡ್ ನಿಂದ 77 ನೇ ಗಣರಾಜ್ಯೋತ್ಸವ ಸಮಾರಂಭವನ್ನು ಗಿಲ್ಡ್ ಅಧ್ಯಕ್ಷರಾದ ವಿಜಯಕುಮಾರ್ ಜಾಗಟಗಲ್ ರಾಷ್ಟ್ರಧ್ವಜಾರೋಹಣ ನೆರವೇರಿಸಿದರು. ಈ ಸಂದರ್ಭದಲ್ಲಿ ಪತ್ರಕರ್ತರಾದ ಚೆನ್ನಬಸವಣ್ಣ, ವೀರಭದ್ರಗೌಡ, ಚನ್ನಬಸವ ಬಾಣಲದಾಳ, ಖಾಜಾಪಾಷಾ, ಮೆಹಿಬೂಬ್ ಡೆಮೆನ್, ಚಂದ್ರಕಾಂತ ಮಸಾನಿ, ಪಾಟೀಲಸುದ್ದಿ, ಜಯಕುಮಾರದೇಸಾಯಿ, ಮಹಾಂತೇಶ, ಮಹ್ಮದ್ ಫಕರುದ್ದೀನ್, ವೆಂಕಟೇಶ ಹೂಗಾರ, ಭಗವಾನ್, ಬಾವಾಸಾಬ್, ಗುರುನಾಥ, ಸಂದೀಪ್, ಶ್ರೀನಿವಾಸ ಸೇರಿದಂತೆ ಇತರ ಪತ್ರಕರ್ತರಿದ್ದರು.	[548, 1471, 817, 1588]
header-date: ಸೋಮವಾರ 26 ಜನವರಿ 2026	[74, 38, 248, 56]
a2-byline: ಸಂಜೆವಾಣಿವಾರ್ತೆ.	[542, 171, 619, 186]
a5-byline: ಸಂಜೆವಾಣಿ ವಾರ್ತೆ	[858, 825, 934, 840]
header-left	[40, 8, 360, 68]
